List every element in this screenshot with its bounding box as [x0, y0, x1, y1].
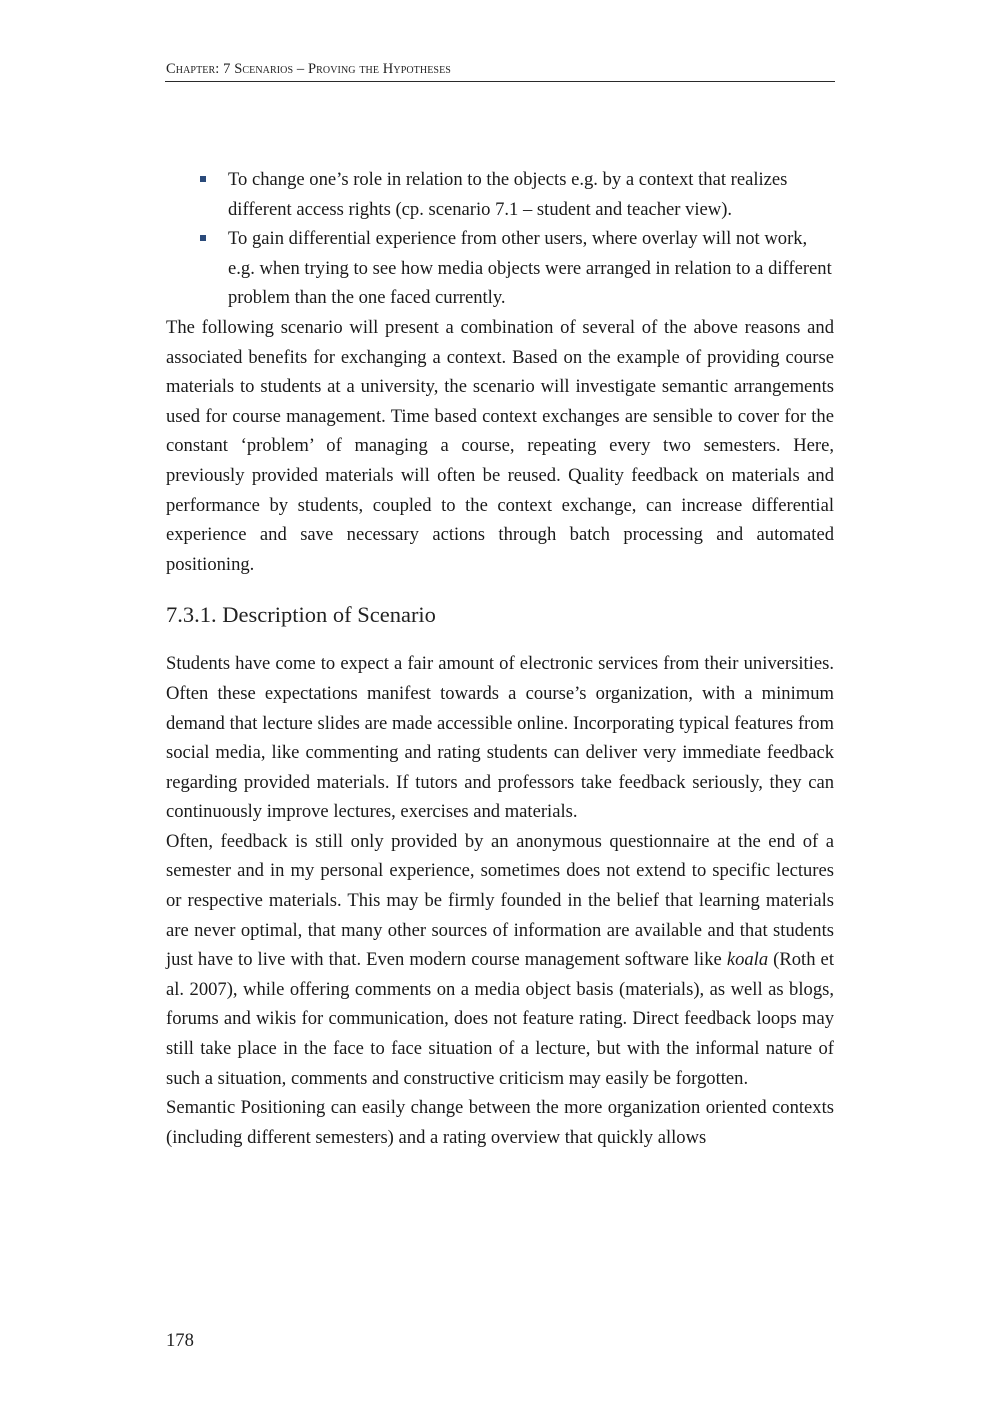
list-item-text: To change one’s role in relation to the objects e.g. by a context that realizes different access rights (cp. scenario 7.1 – student and teacher view).: [228, 169, 788, 220]
paragraph-semantic-positioning: Semantic Positioning can easily change between the more organization oriented contexts (including different semesters) and a rating overview that quickly allows: [166, 1097, 834, 1148]
list-item: [166, 224, 834, 313]
page-content: [166, 165, 834, 1152]
header-rule: [165, 81, 835, 82]
square-bullet-icon: [200, 235, 206, 241]
software-name-koala: koala: [726, 949, 769, 971]
paragraph-text: Often, feedback is still only provided by an anonymous questionnaire at the end of a semester and in my personal experience, sometimes does not extend to specific lectures or respective materials. This may be firmly founded in the belief that learning materials are never optimal, that many other sources of information are available and that students just have to live with that. Even modern course management software like: [166, 830, 834, 971]
bullet-list: [166, 165, 834, 313]
section-heading: 7.3.1. Description of Scenario: [166, 602, 436, 628]
intro-paragraph: The following scenario will present a combination of several of the above reasons and associated benefits for exchanging a context. Based on the example of providing course materials to students at a university, the scenario will investigate semantic arrangements used for course management. Time based context exchanges are sensible to cover for the constant ‘problem’ of managing a course, repeating every two semesters. Here, previously provided materials will often be reused. Quality feedback on materials and performance by students, coupled to the context exchange, can increase differential experience and save necessary actions through batch processing and automated positioning.: [166, 316, 834, 575]
running-header: Chapter: 7 Scenarios – Proving the Hypotheses: [166, 61, 451, 77]
paragraph-text: (Roth et al. 2007), while offering comments on a media object basis (materials), as well as blogs, forums and wikis for communication, does not feature rating. Direct feedback loops may still take place in the face to face situation of a lecture, but with the informal nature of such a situation, comments and constructive criticism may easily be forgotten.: [166, 949, 834, 1089]
paragraph-expectations: Students have come to expect a fair amount of electronic services from their universities. Often these expectations manifest towards a course’s organization, with a minimum demand that lecture slides are made accessible online. Incorporating typical features from social media, like commenting and rating students can deliver very immediate feedback regarding provided materials. If tutors and professors take feedback seriously, they can continuously improve lectures, exercises and materials.: [166, 653, 834, 823]
list-item: [166, 165, 834, 224]
list-item-text: To gain differential experience from other users, where overlay will not work, e.g. when trying to see how media objects were arranged in relation to a different problem than the one faced currently.: [228, 228, 832, 309]
page-number: 178: [166, 1330, 194, 1351]
square-bullet-icon: [200, 176, 206, 182]
paragraph-feedback: [166, 827, 834, 1093]
